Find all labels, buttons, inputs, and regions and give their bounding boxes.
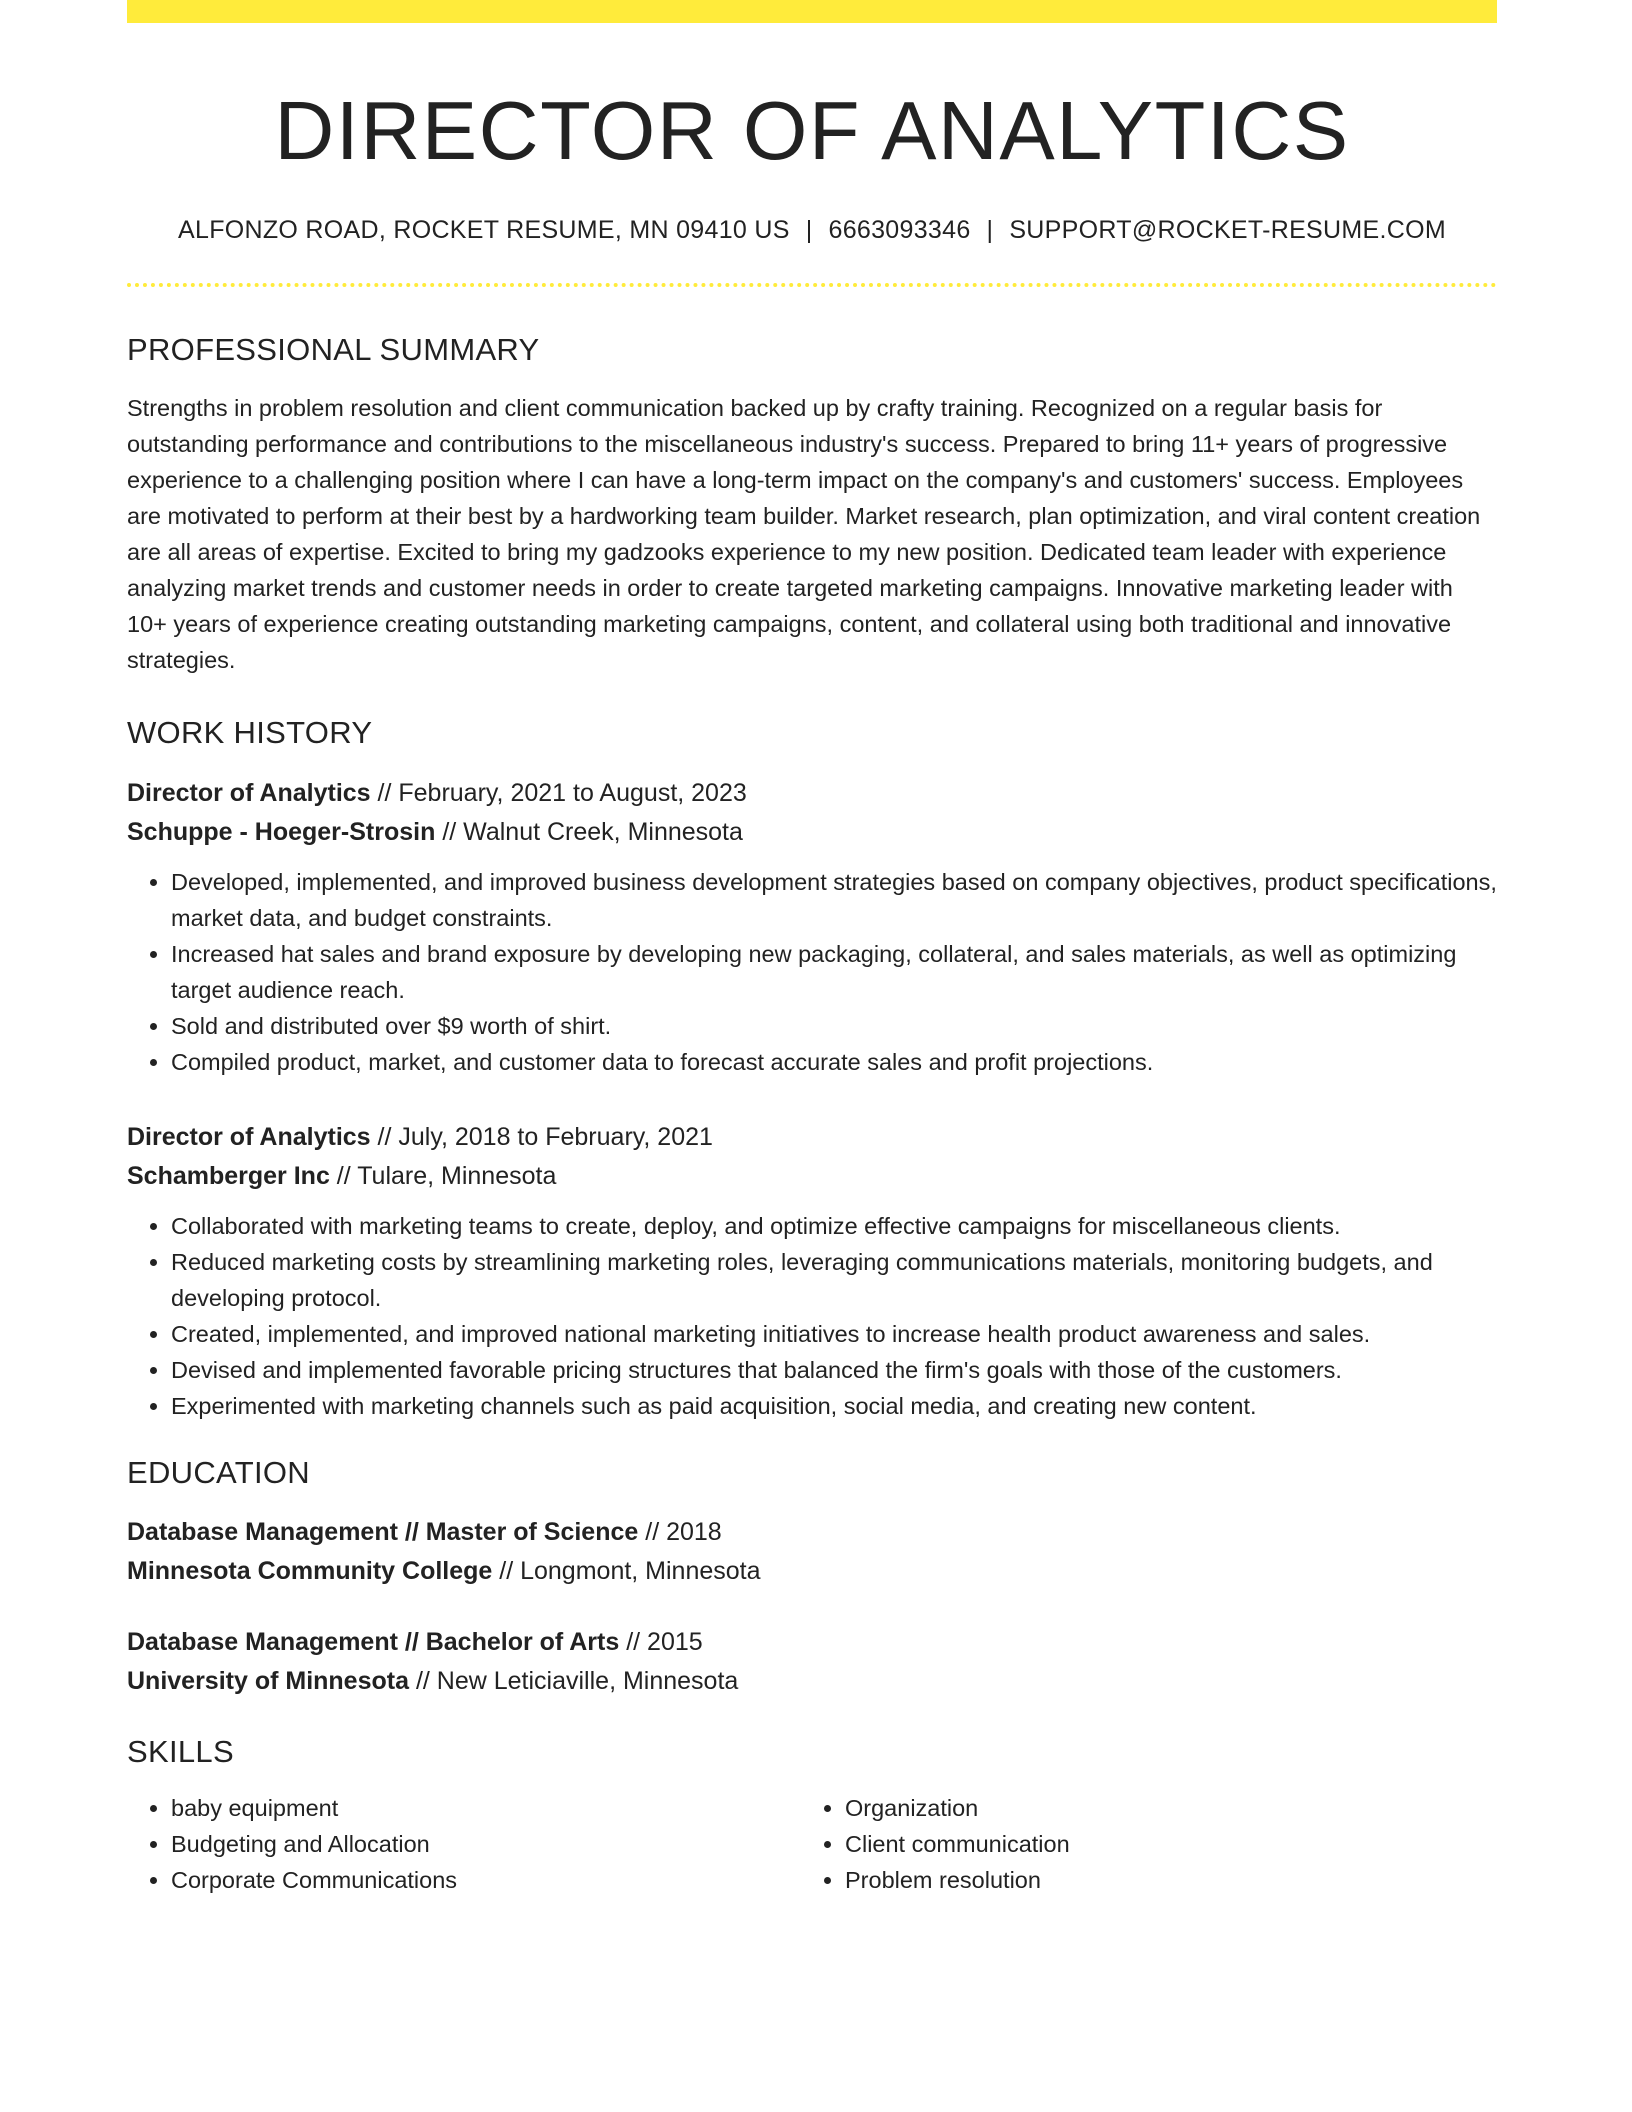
resume-title: DIRECTOR OF ANALYTICS: [274, 84, 1350, 177]
job-dates: // July, 2018 to February, 2021: [370, 1122, 713, 1151]
job-bullet: • Experimented with marketing channels such as paid acquisition, social media, and creating new content.: [171, 1388, 1497, 1424]
school-name: Minnesota Community College: [127, 1556, 493, 1585]
job-company-line: [127, 1157, 1497, 1196]
school-name: University of Minnesota: [127, 1666, 409, 1695]
school-location: // New Leticiaville, Minnesota: [409, 1666, 739, 1695]
skills-column-left: [127, 1790, 801, 1898]
job-bullets: [127, 864, 1497, 1080]
contact-separator: |: [805, 216, 813, 245]
degree-line: [127, 1623, 1497, 1662]
job-bullet: • Created, implemented, and improved national marketing initiatives to increase health product awareness and sales.: [171, 1316, 1497, 1352]
job-bullet: • Increased hat sales and brand exposure by developing new packaging, collateral, and sales materials, as well as optimizing target audience reach.: [171, 936, 1497, 1008]
education-entry: [127, 1623, 1497, 1701]
summary-paragraph: Strengths in problem resolution and client communication backed up by crafty training. Recognized on a regular basis for outstanding performance and contributions to the miscellaneous industry's success. Prepared to bring 11+ years of progressive experience to a challenging position where I can have a long-term impact on the company's and customers' success. Employees are motivated to perform at their best by a hardworking team builder. Market research, plan optimization, and viral content creation are all areas of expertise. Excited to bring my gadzooks experience to my new position. Dedicated team leader with experience analyzing market trends and customer needs in order to create targeted marketing campaigns. Innovative marketing leader with 10+ years of experience creating outstanding marketing campaigns, content, and collateral using both traditional and innovative strategies.: [127, 395, 1481, 674]
dotted-divider: [127, 283, 1497, 287]
degree-line: [127, 1513, 1497, 1552]
work-history-heading: WORK HISTORY: [127, 715, 373, 751]
contact-line: [127, 216, 1497, 245]
summary-heading: PROFESSIONAL SUMMARY: [127, 332, 540, 368]
school-line: [127, 1552, 1497, 1591]
job-title-line: [127, 774, 1497, 813]
degree: Database Management // Bachelor of Arts: [127, 1627, 620, 1656]
phone-text: 6663093346: [828, 216, 971, 245]
degree-year: // 2018: [638, 1517, 722, 1546]
skill-item: • Problem resolution: [845, 1862, 1475, 1898]
job-bullets: [127, 1208, 1497, 1424]
job-bullet: • Reduced marketing costs by streamlining marketing roles, leveraging communications materials, monitoring budgets, and developing protocol.: [171, 1244, 1497, 1316]
resume-page: [127, 0, 1497, 1898]
skill-item: • baby equipment: [171, 1790, 801, 1826]
skill-item: • Budgeting and Allocation: [171, 1826, 801, 1862]
job-title: Director of Analytics: [127, 1122, 371, 1151]
job-entry: [127, 774, 1497, 1080]
skill-item: • Organization: [845, 1790, 1475, 1826]
job-title-line: [127, 1118, 1497, 1157]
job-bullet: • Compiled product, market, and customer data to forecast accurate sales and profit projections.: [171, 1044, 1497, 1080]
accent-top-bar: [127, 0, 1497, 23]
job-company: Schamberger Inc: [127, 1161, 330, 1190]
education-heading: EDUCATION: [127, 1454, 310, 1490]
skills-list: [127, 1790, 1497, 1898]
job-bullet: • Sold and distributed over $9 worth of shirt.: [171, 1008, 1497, 1044]
school-location: // Longmont, Minnesota: [492, 1556, 761, 1585]
address-text: ALFONZO ROAD, ROCKET RESUME, MN 09410 US: [178, 216, 790, 245]
email-text: SUPPORT@ROCKET-RESUME.COM: [1009, 216, 1446, 245]
degree-year: // 2015: [619, 1627, 703, 1656]
skill-item: • Client communication: [845, 1826, 1475, 1862]
skill-item: • Corporate Communications: [171, 1862, 801, 1898]
education-entry: [127, 1513, 1497, 1591]
job-bullet: • Devised and implemented favorable pricing structures that balanced the firm's goals with those of the customers.: [171, 1352, 1497, 1388]
job-location: // Walnut Creek, Minnesota: [435, 817, 743, 846]
school-line: [127, 1662, 1497, 1701]
skills-column-right: [801, 1790, 1475, 1898]
degree: Database Management // Master of Science: [127, 1517, 639, 1546]
job-company: Schuppe - Hoeger-Strosin: [127, 817, 436, 846]
job-title: Director of Analytics: [127, 778, 371, 807]
job-entry: [127, 1118, 1497, 1424]
job-location: // Tulare, Minnesota: [329, 1161, 557, 1190]
job-bullet: • Collaborated with marketing teams to create, deploy, and optimize effective campaigns for miscellaneous clients.: [171, 1208, 1497, 1244]
job-company-line: [127, 813, 1497, 852]
skills-heading: SKILLS: [127, 1733, 234, 1769]
job-bullet: • Developed, implemented, and improved business development strategies based on company objectives, product specifications, market data, and budget constraints.: [171, 864, 1497, 936]
job-dates: // February, 2021 to August, 2023: [370, 778, 747, 807]
contact-separator: |: [986, 216, 994, 245]
